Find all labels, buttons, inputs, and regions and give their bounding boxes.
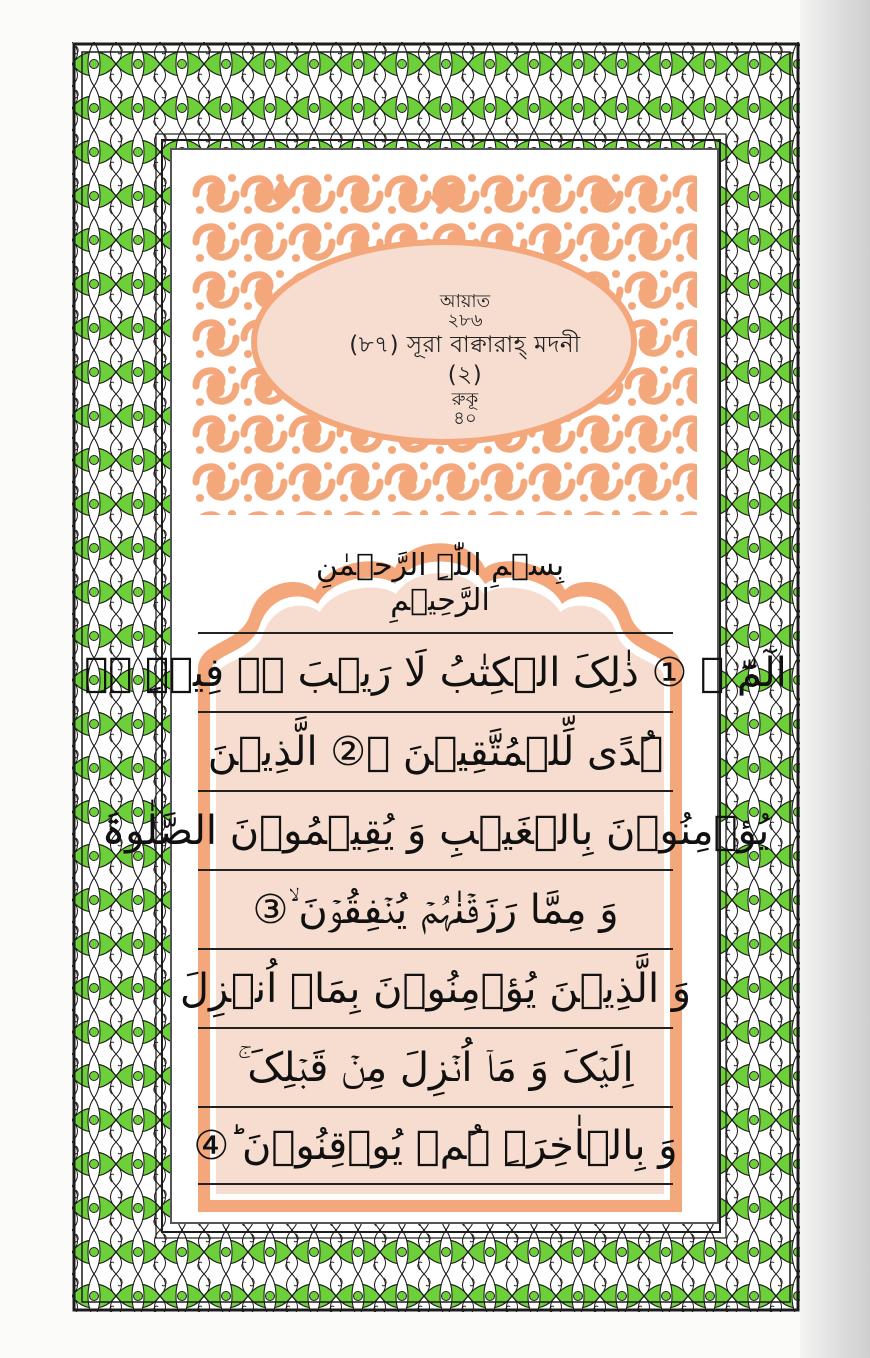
- surah-info: [330, 292, 600, 428]
- verse-line-2: ہُدًی لِّلۡمُتَّقِیۡنَ ۙ② الَّذِیۡنَ: [198, 711, 673, 790]
- ayat-label: আয়াত: [439, 291, 491, 312]
- verse-line-7: وَ بِالۡاٰخِرَۃِ ہُمۡ یُوۡقِنُوۡنَ ؕ④: [198, 1106, 673, 1185]
- bismillah-text: بِسۡمِ اللّٰہِ الرَّحۡمٰنِ الرَّحِیۡمِ: [315, 548, 565, 618]
- verse-line-3: یُؤۡمِنُوۡنَ بِالۡغَیۡبِ وَ یُقِیۡمُوۡنَ الصَّلٰوۃَ: [198, 790, 673, 869]
- verse-line-1: الٓمّٓ ۚ ① ذٰلِکَ الۡکِتٰبُ لَا رَیۡبَ ۚۛ فِیۡہِ ۚۛ: [198, 632, 673, 711]
- ayat-count: ২৮৬: [447, 310, 483, 331]
- verse-line-5: وَ الَّذِیۡنَ یُؤۡمِنُوۡنَ بِمَاۤ اُنۡزِلَ: [198, 948, 673, 1027]
- page-gutter-shadow: [800, 0, 870, 1358]
- verse-line-6: اِلَیۡکَ وَ مَاۤ اُنۡزِلَ مِنۡ قَبۡلِکَ ۚ: [198, 1027, 673, 1106]
- ruku-count: ৪০: [453, 408, 477, 429]
- verse-line-4: وَ مِمَّا رَزَقۡنٰہُمۡ یُنۡفِقُوۡنَ ۙ③: [198, 869, 673, 948]
- surah-title: (৮৭) সূরা বাক্বারাহ্ মদনী (২): [349, 332, 581, 388]
- verse-lines: [84, 632, 787, 1185]
- ruku-label: রুকূ: [451, 389, 479, 410]
